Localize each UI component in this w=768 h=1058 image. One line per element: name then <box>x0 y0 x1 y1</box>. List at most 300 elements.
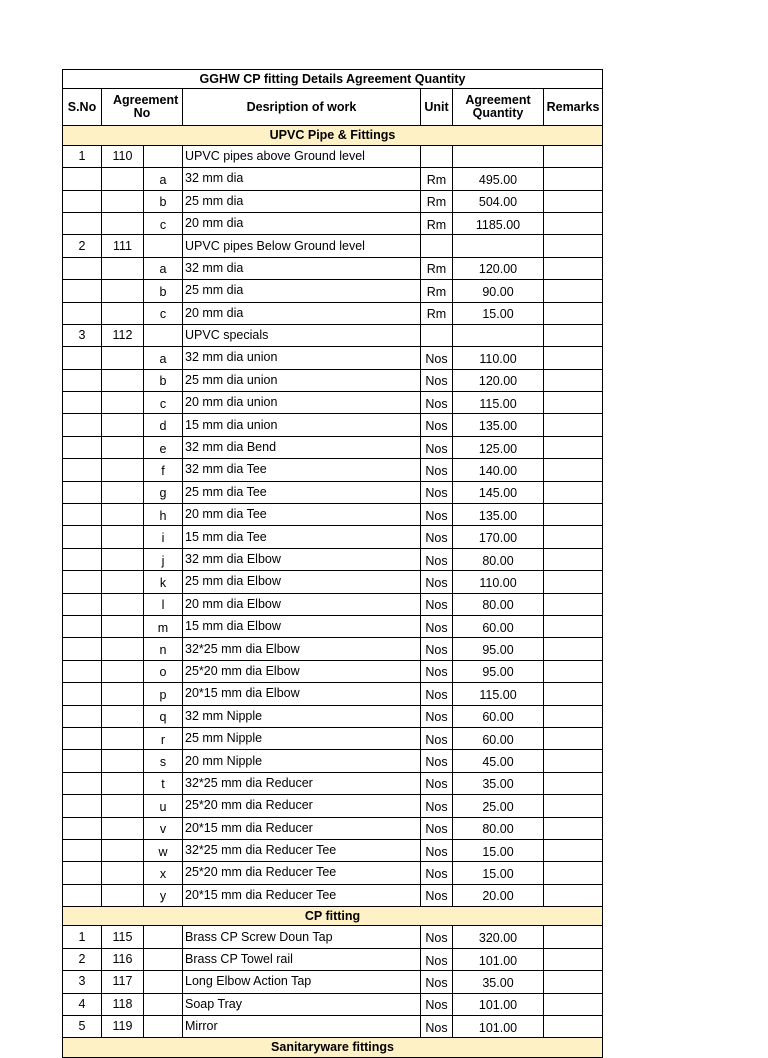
cell-remarks <box>544 817 603 839</box>
cell-remarks <box>544 190 603 212</box>
cell-quantity: 120.00 <box>453 257 544 279</box>
table-row <box>63 302 603 324</box>
cell-sub-item: g <box>144 481 183 503</box>
section-header-row <box>63 907 603 926</box>
sheet-title: GGHW CP fitting Details Agreement Quantity <box>63 70 603 89</box>
table-row <box>63 884 603 906</box>
cell-agreement-no <box>102 683 144 705</box>
cell-sno <box>63 683 102 705</box>
cell-unit: Nos <box>421 548 453 570</box>
cell-quantity: 35.00 <box>453 971 544 993</box>
cell-agreement-no <box>102 795 144 817</box>
table-row <box>63 504 603 526</box>
cell-unit: Nos <box>421 660 453 682</box>
cell-quantity: 135.00 <box>453 414 544 436</box>
cell-unit: Nos <box>421 862 453 884</box>
cell-sno <box>63 436 102 458</box>
cell-sub-item: l <box>144 593 183 615</box>
cell-agreement-no <box>102 414 144 436</box>
cell-description: 32*25 mm dia Reducer <box>183 772 421 794</box>
table-row <box>63 257 603 279</box>
table-row <box>63 683 603 705</box>
cell-remarks <box>544 392 603 414</box>
table-row <box>63 145 603 167</box>
section-title: Sanitaryware fittings <box>63 1038 603 1057</box>
cell-quantity: 101.00 <box>453 993 544 1015</box>
cell-remarks <box>544 280 603 302</box>
cell-quantity <box>453 145 544 167</box>
cell-agreement-no: 115 <box>102 926 144 948</box>
cell-sub-item <box>144 948 183 970</box>
header-sno: S.No <box>63 89 102 126</box>
cell-quantity: 120.00 <box>453 369 544 391</box>
cell-remarks <box>544 926 603 948</box>
cell-unit: Nos <box>421 504 453 526</box>
cell-description: 20 mm dia Tee <box>183 504 421 526</box>
table-row <box>63 638 603 660</box>
cell-description: 25 mm dia union <box>183 369 421 391</box>
cell-sub-item: p <box>144 683 183 705</box>
cell-quantity: 90.00 <box>453 280 544 302</box>
cell-sno: 2 <box>63 948 102 970</box>
cell-agreement-no <box>102 369 144 391</box>
table-row <box>63 1016 603 1038</box>
cell-sub-item: h <box>144 504 183 526</box>
cell-agreement-no: 116 <box>102 948 144 970</box>
cell-description: 25*20 mm dia Elbow <box>183 660 421 682</box>
cell-description: 32 mm Nipple <box>183 705 421 727</box>
cell-unit: Nos <box>421 615 453 637</box>
cell-description: 15 mm dia Tee <box>183 526 421 548</box>
cell-unit <box>421 145 453 167</box>
cell-unit: Nos <box>421 705 453 727</box>
table-row <box>63 212 603 234</box>
cell-agreement-no <box>102 660 144 682</box>
table-row <box>63 526 603 548</box>
cell-sno <box>63 593 102 615</box>
cell-agreement-no <box>102 257 144 279</box>
cell-description: 20 mm dia <box>183 302 421 324</box>
cell-sub-item: t <box>144 772 183 794</box>
cell-agreement-no <box>102 436 144 458</box>
table-row <box>63 615 603 637</box>
cell-sno <box>63 839 102 861</box>
cell-sub-item <box>144 324 183 346</box>
table-row <box>63 369 603 391</box>
cell-description: Mirror <box>183 1016 421 1038</box>
cell-unit: Rm <box>421 168 453 190</box>
table-row <box>63 817 603 839</box>
cell-sno: 3 <box>63 971 102 993</box>
cell-agreement-no <box>102 526 144 548</box>
cell-remarks <box>544 683 603 705</box>
cell-sno <box>63 392 102 414</box>
cell-sno <box>63 347 102 369</box>
cell-unit: Rm <box>421 257 453 279</box>
section-title: CP fitting <box>63 907 603 926</box>
cell-unit: Rm <box>421 302 453 324</box>
cell-description: 20 mm Nipple <box>183 750 421 772</box>
cell-description: 32 mm dia <box>183 257 421 279</box>
table-row <box>63 571 603 593</box>
cell-description: 20 mm dia <box>183 212 421 234</box>
table-row <box>63 436 603 458</box>
cell-remarks <box>544 436 603 458</box>
cell-unit: Nos <box>421 459 453 481</box>
cell-sno <box>63 302 102 324</box>
cell-sno: 1 <box>63 926 102 948</box>
table-row <box>63 795 603 817</box>
cell-quantity <box>453 324 544 346</box>
cell-quantity: 504.00 <box>453 190 544 212</box>
cell-description: 25 mm dia Tee <box>183 481 421 503</box>
cell-sno <box>63 414 102 436</box>
cell-description: 25 mm dia <box>183 190 421 212</box>
table-row <box>63 727 603 749</box>
cell-sub-item: c <box>144 212 183 234</box>
cell-unit: Nos <box>421 727 453 749</box>
cell-remarks <box>544 324 603 346</box>
section-header-row <box>63 126 603 145</box>
cell-sub-item <box>144 971 183 993</box>
cell-remarks <box>544 526 603 548</box>
cell-description: 32 mm dia <box>183 168 421 190</box>
cell-agreement-no <box>102 727 144 749</box>
cell-remarks <box>544 145 603 167</box>
cell-sno <box>63 862 102 884</box>
cell-description: UPVC pipes Below Ground level <box>183 235 421 257</box>
cell-remarks <box>544 571 603 593</box>
cell-agreement-no <box>102 280 144 302</box>
header-row <box>63 89 603 126</box>
cell-sno: 3 <box>63 324 102 346</box>
cell-agreement-no <box>102 481 144 503</box>
cell-sno <box>63 772 102 794</box>
cell-remarks <box>544 772 603 794</box>
header-description: Desription of work <box>183 89 421 126</box>
section-title: UPVC Pipe & Fittings <box>63 126 603 145</box>
cell-unit: Nos <box>421 369 453 391</box>
cell-remarks <box>544 504 603 526</box>
cell-sno: 2 <box>63 235 102 257</box>
cell-sub-item: i <box>144 526 183 548</box>
table-row <box>63 548 603 570</box>
cell-agreement-no: 119 <box>102 1016 144 1038</box>
cell-sno <box>63 705 102 727</box>
cell-quantity: 125.00 <box>453 436 544 458</box>
cell-sno: 4 <box>63 993 102 1015</box>
cell-sub-item: j <box>144 548 183 570</box>
cell-sub-item: a <box>144 347 183 369</box>
cell-sno: 5 <box>63 1016 102 1038</box>
cell-unit: Nos <box>421 392 453 414</box>
table-row <box>63 926 603 948</box>
cell-agreement-no: 117 <box>102 971 144 993</box>
cell-remarks <box>544 638 603 660</box>
cell-sub-item: q <box>144 705 183 727</box>
cell-agreement-no <box>102 817 144 839</box>
cell-agreement-no <box>102 638 144 660</box>
cell-remarks <box>544 548 603 570</box>
cell-quantity: 140.00 <box>453 459 544 481</box>
cell-description: Long Elbow Action Tap <box>183 971 421 993</box>
cell-quantity: 101.00 <box>453 948 544 970</box>
cell-sub-item: d <box>144 414 183 436</box>
cell-sno <box>63 727 102 749</box>
cell-sub-item: n <box>144 638 183 660</box>
cell-remarks <box>544 459 603 481</box>
cell-quantity: 320.00 <box>453 926 544 948</box>
cell-sub-item <box>144 993 183 1015</box>
cell-unit: Nos <box>421 926 453 948</box>
cell-quantity: 135.00 <box>453 504 544 526</box>
cell-description: 15 mm dia Elbow <box>183 615 421 637</box>
cell-sno <box>63 571 102 593</box>
cell-agreement-no <box>102 772 144 794</box>
cell-agreement-no <box>102 615 144 637</box>
cell-remarks <box>544 705 603 727</box>
cell-quantity: 95.00 <box>453 660 544 682</box>
cell-sub-item: m <box>144 615 183 637</box>
cell-sub-item: x <box>144 862 183 884</box>
cell-quantity: 25.00 <box>453 795 544 817</box>
cell-sno <box>63 481 102 503</box>
title-row <box>63 70 603 89</box>
cell-agreement-no <box>102 504 144 526</box>
cell-sno <box>63 638 102 660</box>
cell-unit: Nos <box>421 884 453 906</box>
cell-unit: Rm <box>421 212 453 234</box>
agreement-quantity-table <box>62 69 603 1058</box>
cell-sno <box>63 459 102 481</box>
cell-remarks <box>544 615 603 637</box>
cell-unit: Nos <box>421 772 453 794</box>
cell-quantity: 60.00 <box>453 727 544 749</box>
cell-sub-item <box>144 145 183 167</box>
cell-remarks <box>544 593 603 615</box>
section-header-row <box>63 1038 603 1057</box>
cell-remarks <box>544 1016 603 1038</box>
cell-description: Brass CP Screw Doun Tap <box>183 926 421 948</box>
cell-sno <box>63 504 102 526</box>
table-row <box>63 971 603 993</box>
table-row <box>63 414 603 436</box>
cell-unit: Nos <box>421 481 453 503</box>
cell-quantity: 495.00 <box>453 168 544 190</box>
table-row <box>63 593 603 615</box>
table-row <box>63 705 603 727</box>
cell-sno <box>63 369 102 391</box>
cell-sub-item: a <box>144 257 183 279</box>
cell-sno <box>63 795 102 817</box>
cell-unit: Nos <box>421 948 453 970</box>
cell-quantity: 110.00 <box>453 347 544 369</box>
cell-unit: Nos <box>421 347 453 369</box>
cell-unit: Nos <box>421 414 453 436</box>
cell-unit: Nos <box>421 817 453 839</box>
cell-agreement-no <box>102 392 144 414</box>
cell-agreement-no <box>102 212 144 234</box>
cell-quantity: 170.00 <box>453 526 544 548</box>
cell-remarks <box>544 302 603 324</box>
cell-quantity: 80.00 <box>453 548 544 570</box>
cell-description: 25 mm dia <box>183 280 421 302</box>
cell-sno <box>63 615 102 637</box>
cell-agreement-no: 111 <box>102 235 144 257</box>
cell-quantity: 45.00 <box>453 750 544 772</box>
cell-agreement-no <box>102 168 144 190</box>
table-row <box>63 392 603 414</box>
table-row <box>63 190 603 212</box>
cell-remarks <box>544 948 603 970</box>
cell-description: UPVC pipes above Ground level <box>183 145 421 167</box>
cell-sub-item: b <box>144 369 183 391</box>
cell-description: 20*15 mm dia Reducer Tee <box>183 884 421 906</box>
cell-sub-item: v <box>144 817 183 839</box>
cell-unit: Nos <box>421 526 453 548</box>
cell-sno <box>63 548 102 570</box>
cell-sub-item: y <box>144 884 183 906</box>
cell-sub-item: r <box>144 727 183 749</box>
table-row <box>63 862 603 884</box>
cell-remarks <box>544 369 603 391</box>
cell-quantity: 15.00 <box>453 302 544 324</box>
cell-agreement-no: 112 <box>102 324 144 346</box>
table-row <box>63 660 603 682</box>
cell-remarks <box>544 971 603 993</box>
cell-quantity: 115.00 <box>453 392 544 414</box>
cell-quantity: 35.00 <box>453 772 544 794</box>
cell-sub-item: c <box>144 392 183 414</box>
cell-unit <box>421 235 453 257</box>
cell-unit: Nos <box>421 795 453 817</box>
cell-description: 25 mm Nipple <box>183 727 421 749</box>
header-agreement-quantity <box>453 89 544 126</box>
table-row <box>63 481 603 503</box>
cell-sno <box>63 280 102 302</box>
cell-agreement-no <box>102 190 144 212</box>
table-row <box>63 993 603 1015</box>
cell-sub-item: b <box>144 190 183 212</box>
cell-unit: Rm <box>421 280 453 302</box>
cell-remarks <box>544 481 603 503</box>
cell-unit: Nos <box>421 750 453 772</box>
cell-sub-item <box>144 235 183 257</box>
cell-unit: Nos <box>421 971 453 993</box>
cell-agreement-no <box>102 459 144 481</box>
cell-agreement-no <box>102 593 144 615</box>
cell-remarks <box>544 795 603 817</box>
cell-description: 32*25 mm dia Reducer Tee <box>183 839 421 861</box>
table-row <box>63 347 603 369</box>
cell-description: 32 mm dia Tee <box>183 459 421 481</box>
cell-description: 32*25 mm dia Elbow <box>183 638 421 660</box>
table-row <box>63 324 603 346</box>
cell-sub-item: c <box>144 302 183 324</box>
cell-sub-item: s <box>144 750 183 772</box>
table-row <box>63 168 603 190</box>
cell-remarks <box>544 862 603 884</box>
cell-quantity: 20.00 <box>453 884 544 906</box>
cell-remarks <box>544 750 603 772</box>
cell-quantity: 95.00 <box>453 638 544 660</box>
cell-sno: 1 <box>63 145 102 167</box>
cell-sno <box>63 168 102 190</box>
cell-unit: Nos <box>421 571 453 593</box>
cell-sub-item: k <box>144 571 183 593</box>
cell-sno <box>63 817 102 839</box>
cell-description: 32 mm dia Bend <box>183 436 421 458</box>
cell-sub-item: e <box>144 436 183 458</box>
cell-quantity: 101.00 <box>453 1016 544 1038</box>
cell-unit: Nos <box>421 993 453 1015</box>
cell-agreement-no <box>102 750 144 772</box>
cell-remarks <box>544 993 603 1015</box>
cell-description: Brass CP Towel rail <box>183 948 421 970</box>
cell-sno <box>63 190 102 212</box>
cell-agreement-no: 118 <box>102 993 144 1015</box>
cell-agreement-no <box>102 862 144 884</box>
header-agreement-no <box>102 89 183 126</box>
cell-description: 20*15 mm dia Reducer <box>183 817 421 839</box>
cell-description: 20*15 mm dia Elbow <box>183 683 421 705</box>
cell-sub-item: w <box>144 839 183 861</box>
cell-agreement-no <box>102 571 144 593</box>
cell-agreement-no <box>102 884 144 906</box>
cell-quantity: 80.00 <box>453 593 544 615</box>
cell-agreement-no <box>102 302 144 324</box>
cell-remarks <box>544 727 603 749</box>
cell-remarks <box>544 414 603 436</box>
cell-quantity: 15.00 <box>453 839 544 861</box>
cell-quantity: 110.00 <box>453 571 544 593</box>
cell-unit <box>421 324 453 346</box>
cell-description: Soap Tray <box>183 993 421 1015</box>
table-row <box>63 750 603 772</box>
cell-quantity: 145.00 <box>453 481 544 503</box>
cell-sno <box>63 212 102 234</box>
cell-quantity: 1185.00 <box>453 212 544 234</box>
cell-agreement-no <box>102 705 144 727</box>
cell-unit: Nos <box>421 593 453 615</box>
header-agreement-no-text: Agreement No <box>113 93 179 121</box>
cell-agreement-no <box>102 548 144 570</box>
cell-sub-item <box>144 926 183 948</box>
cell-sno <box>63 750 102 772</box>
table-row <box>63 948 603 970</box>
cell-remarks <box>544 212 603 234</box>
cell-quantity: 80.00 <box>453 817 544 839</box>
cell-description: 15 mm dia union <box>183 414 421 436</box>
cell-unit: Nos <box>421 839 453 861</box>
cell-sno <box>63 660 102 682</box>
cell-remarks <box>544 884 603 906</box>
cell-quantity: 60.00 <box>453 705 544 727</box>
cell-remarks <box>544 235 603 257</box>
cell-description: UPVC specials <box>183 324 421 346</box>
table-row <box>63 772 603 794</box>
cell-unit: Rm <box>421 190 453 212</box>
table-row <box>63 280 603 302</box>
cell-remarks <box>544 839 603 861</box>
cell-sub-item: o <box>144 660 183 682</box>
cell-sub-item <box>144 1016 183 1038</box>
table-row <box>63 235 603 257</box>
cell-remarks <box>544 660 603 682</box>
cell-unit: Nos <box>421 683 453 705</box>
cell-sub-item: b <box>144 280 183 302</box>
cell-description: 25*20 mm dia Reducer <box>183 795 421 817</box>
